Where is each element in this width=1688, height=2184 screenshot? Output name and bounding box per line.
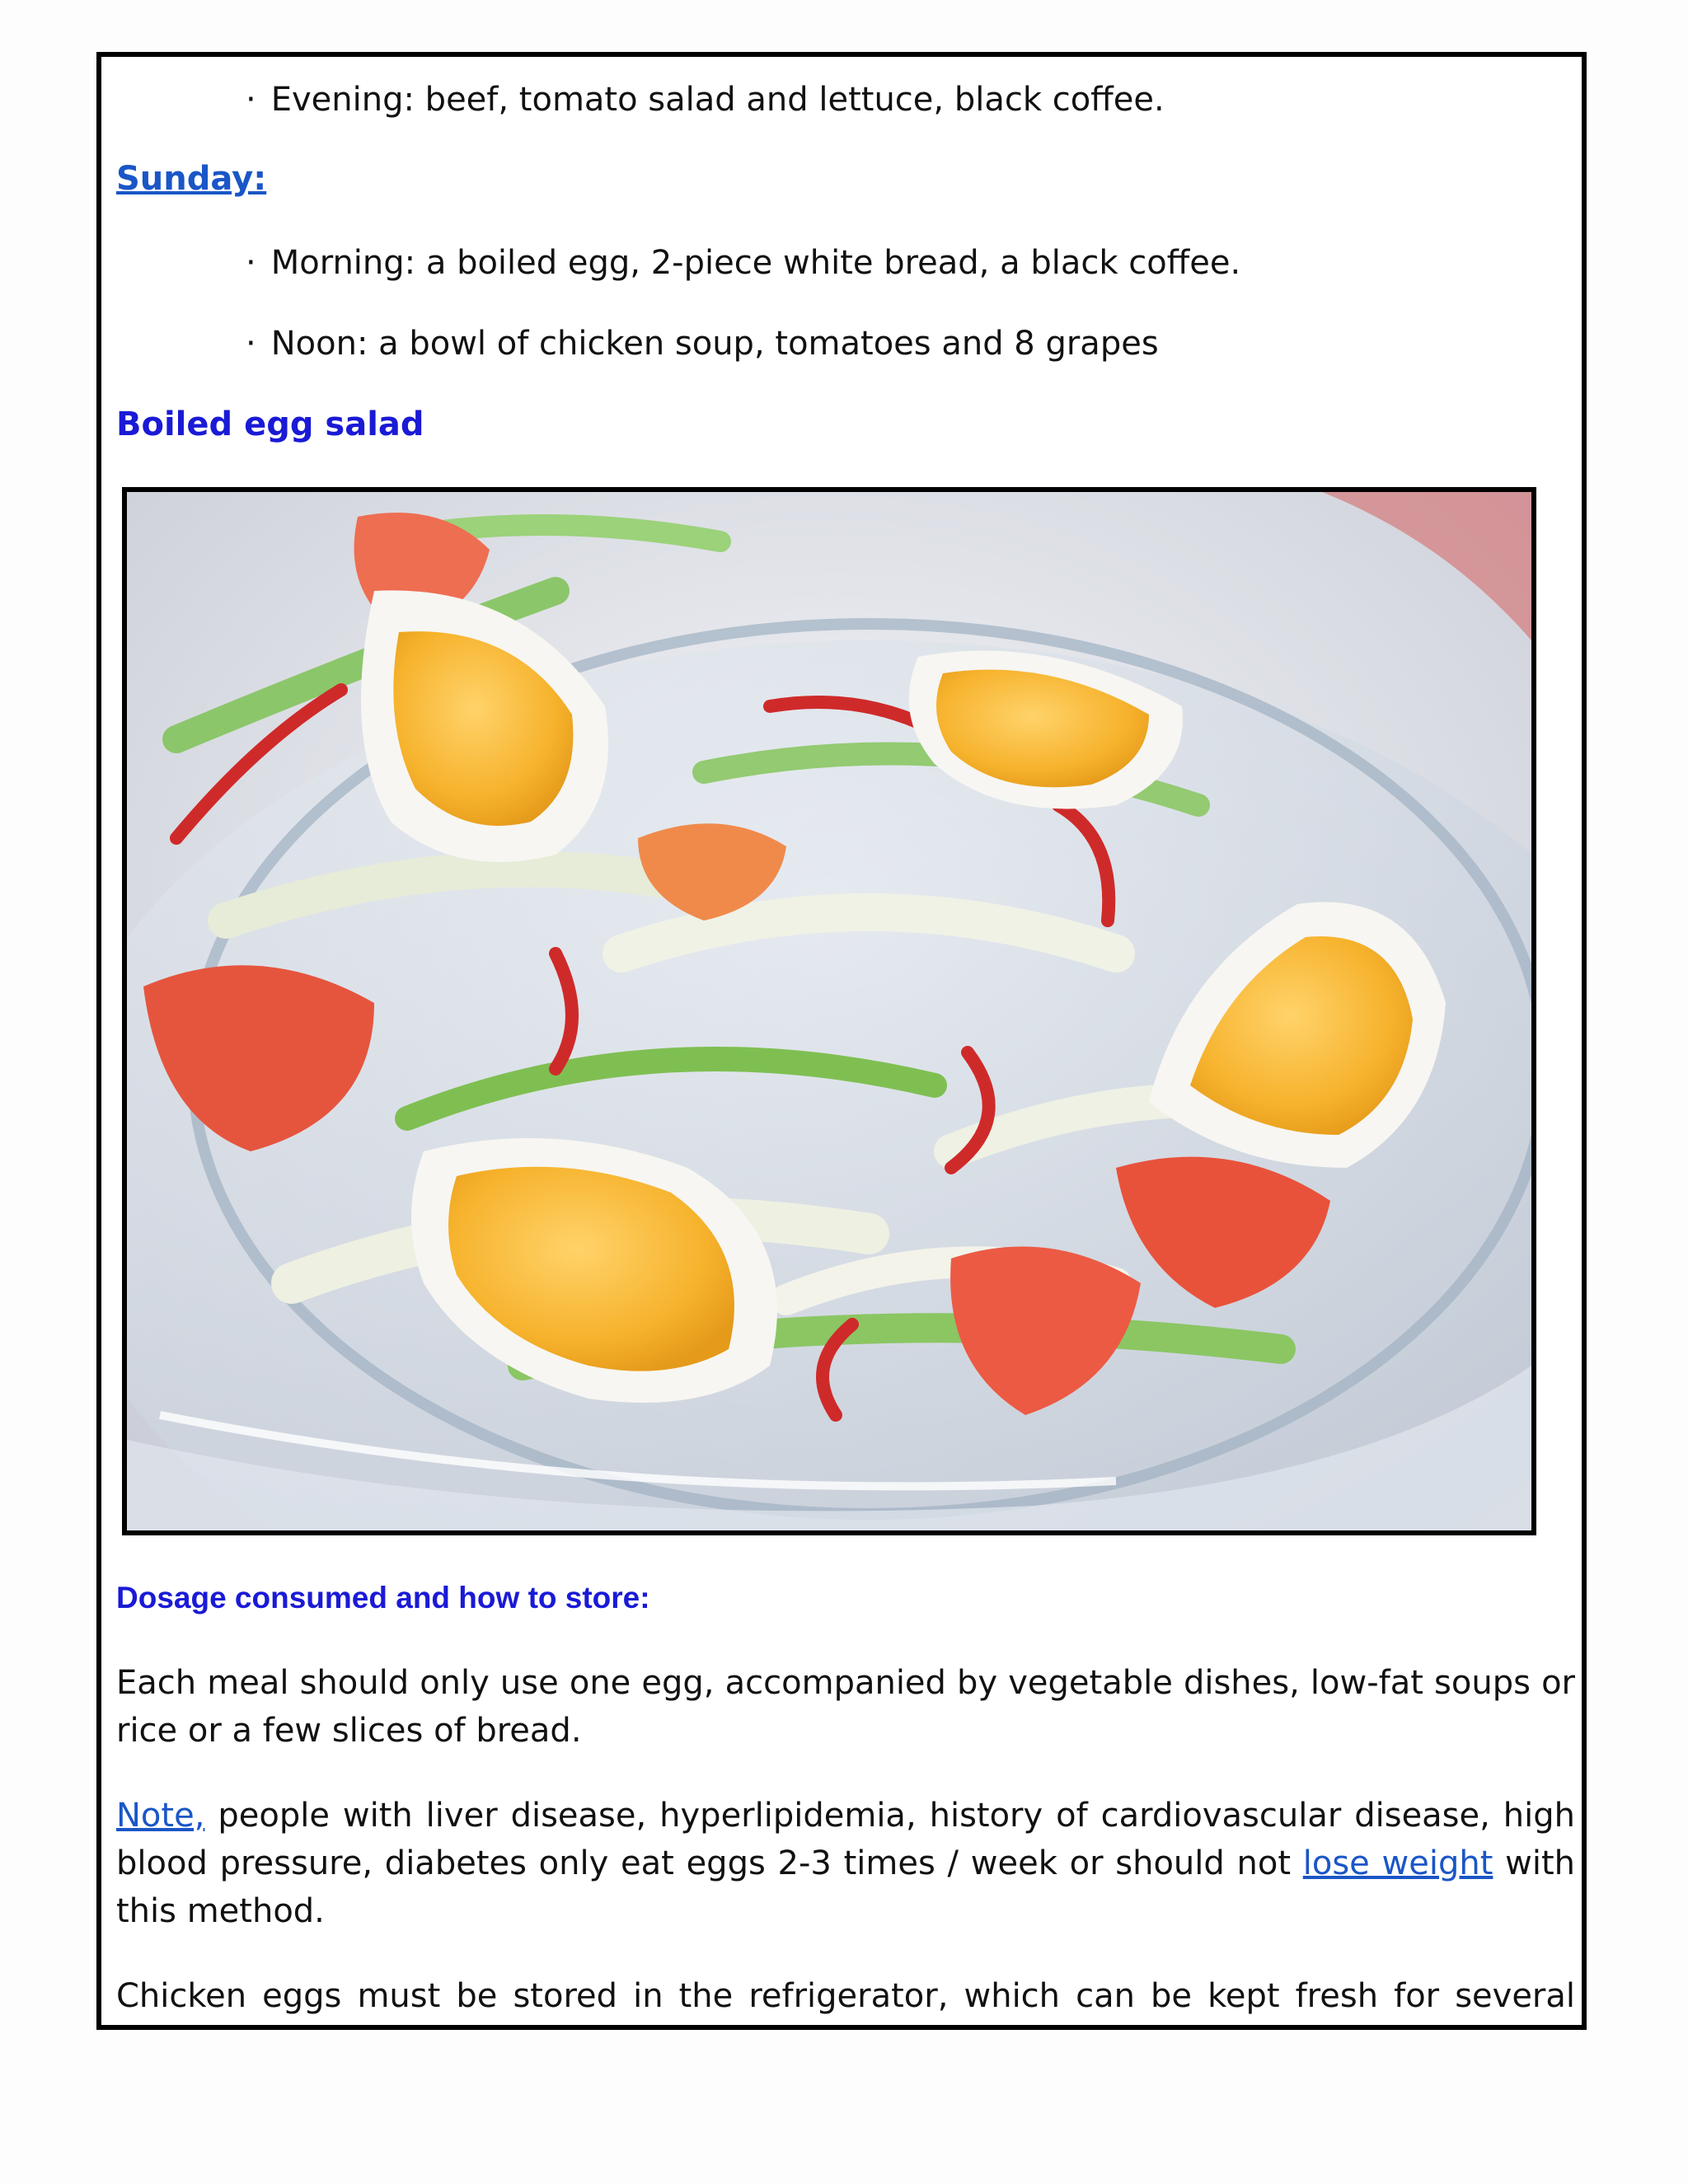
noon-text: Noon: a bowl of chicken soup, tomatoes and 8 grapes [270, 325, 1159, 363]
paragraph-meal-usage: Each meal should only use one egg, accompanied by vegetable dishes, low-fat soups or rice or a few slices of bread. [116, 1664, 1575, 1750]
page-frame [96, 52, 1587, 2030]
paragraph-note [116, 1792, 1575, 1935]
list-item-evening [246, 80, 1165, 120]
list-item-noon [246, 324, 1159, 363]
lose-weight-link[interactable]: lose weight [1302, 1844, 1493, 1882]
note-text-2: with this method. [116, 1844, 1575, 1930]
evening-text: Evening: beef, tomato salad and lettuce, black coffee. [270, 81, 1165, 119]
sunday-heading-link[interactable]: Sunday: [116, 160, 267, 198]
bullet-dot: · [246, 325, 256, 363]
list-item-morning [246, 243, 1240, 283]
paragraph-storage: Chicken eggs must be stored in the refrigerator, which can be kept fresh for several [116, 1977, 1575, 2015]
note-text-1: people with liver disease, hyperlipidemia, history of cardiovascular disease, high blood pressure, diabetes only eat eggs 2-3 times / week or should not [116, 1797, 1575, 1882]
note-link[interactable]: Note, [116, 1797, 205, 1835]
boiled-egg-salad-photo [122, 487, 1536, 1535]
salad-illustration [127, 492, 1531, 1530]
morning-text: Morning: a boiled egg, 2-piece white bread, a black coffee. [270, 244, 1241, 282]
dosage-title: Dosage consumed and how to store: [116, 1581, 650, 1615]
bullet-dot: · [246, 81, 256, 119]
bullet-dot: · [246, 244, 256, 282]
recipe-title: Boiled egg salad [116, 405, 424, 443]
